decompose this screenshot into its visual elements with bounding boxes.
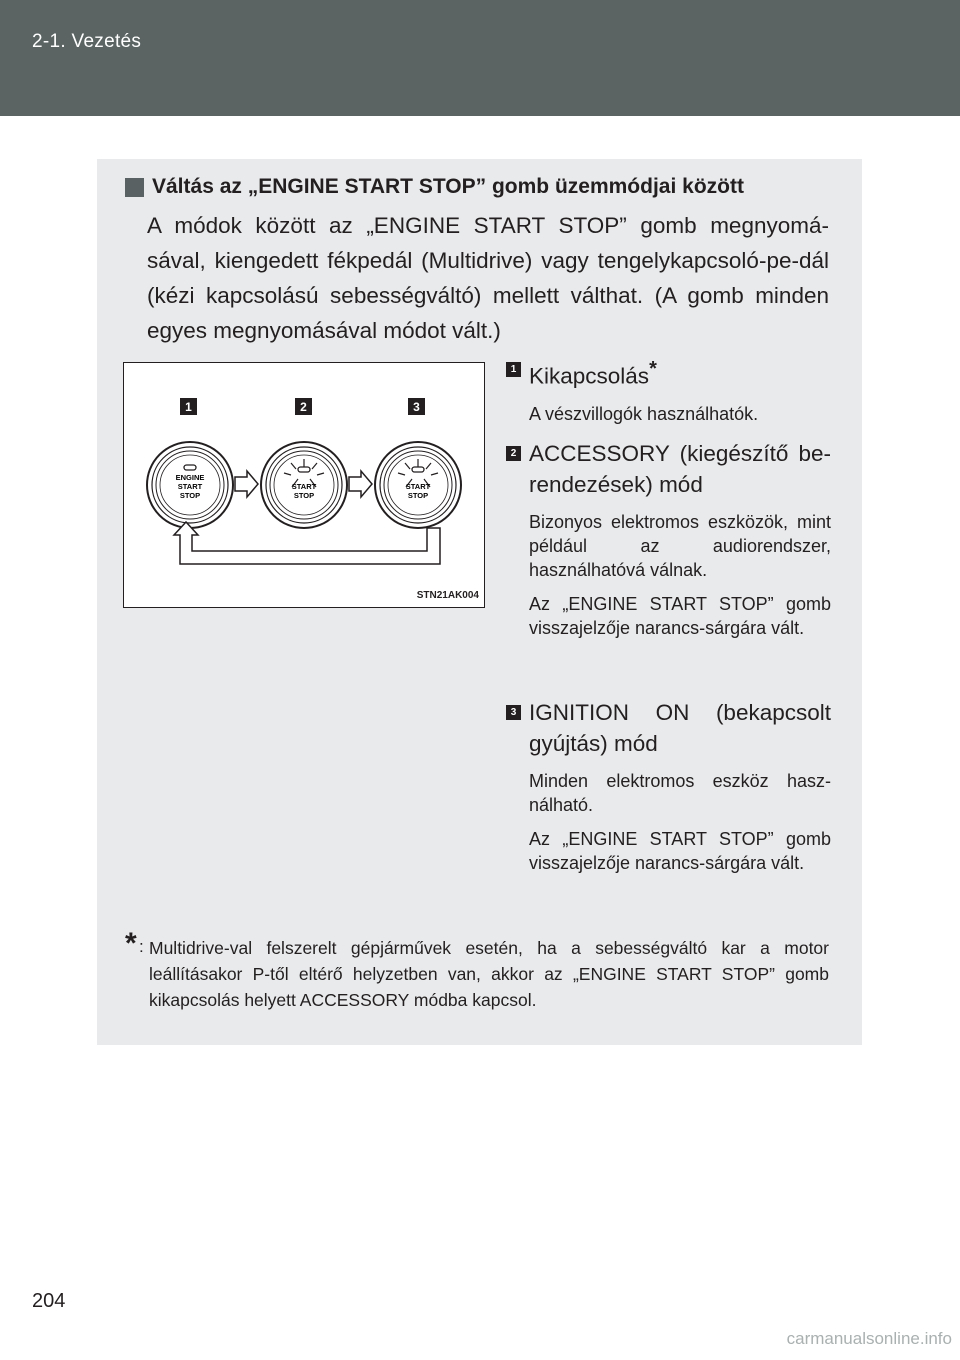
mode-description: Az „ENGINE START STOP” gomb visszajelzője narancs-sárgára vált.: [529, 829, 831, 873]
diagram-badge-label: 2: [300, 400, 307, 414]
mode-description: Minden elektromos eszköz hasz-nálható.: [529, 771, 831, 815]
diagram-badge-1: [180, 398, 197, 415]
button-text-line: ENGINE: [175, 473, 205, 482]
footnote-text: Multidrive-val felszerelt gépjárművek esetén, ha a sebességváltó kar a motor leállításakor P-től eltérő helyzetben van, akkor az „ENGINE START STOP” gomb kikapcsolás helyett ACCESSORY módba kapcsol.: [149, 938, 829, 1010]
button-text-line: START: [291, 482, 317, 491]
arrow-right-icon: [349, 471, 372, 497]
mode-diagram: [123, 362, 485, 608]
mode-number-badge: 1: [506, 362, 521, 377]
mode-number-badge: 3: [506, 705, 521, 720]
section-label: 2-1. Vezetés: [32, 31, 142, 52]
footnote-ref: *: [649, 358, 657, 380]
diagram-badge-label: 3: [413, 400, 420, 414]
diagram-badge-3: [408, 398, 425, 415]
intro-paragraph: A módok között az „ENGINE START STOP” gomb megnyomá-sával, kiengedett fékpedál (Multidrive) vagy tengelykapcsoló-pe-dál (kézi kapcsolású sebességváltó) mellett válthat. (A gomb minden egyes megnyomásával módot vált.): [147, 213, 829, 343]
button-off-icon: [147, 442, 233, 528]
mode-number-badge: 2: [506, 446, 521, 461]
mode-title-text: ACCESSORY (kiegészítő be-rendezések) mód: [529, 441, 831, 497]
mode-title: [491, 438, 831, 500]
mode-title: [491, 697, 831, 759]
panel-heading: [125, 175, 835, 205]
content-panel: [97, 159, 862, 1045]
footnote-mark: *: [125, 927, 137, 960]
button-text-line: STOP: [407, 491, 429, 500]
bullet-square-icon: [125, 178, 144, 197]
button-text-line: START: [177, 482, 203, 491]
mode-title: [491, 354, 831, 392]
footnote: [125, 927, 829, 1013]
button-ignition-on-icon: [375, 442, 461, 528]
page-number: 204: [32, 1290, 66, 1312]
button-text-line: STOP: [293, 491, 315, 500]
mode-title-text: IGNITION ON (bekapcsolt gyújtás) mód: [529, 700, 831, 756]
arrow-right-icon: [235, 471, 258, 497]
header-band: [0, 0, 960, 116]
heading-text: Váltás az „ENGINE START STOP” gomb üzemmódjai között: [152, 175, 744, 198]
mode-item-ignition-on: [491, 697, 831, 875]
mode-description: A vészvillogók használhatók.: [529, 403, 759, 424]
diagram-code: STN21AK004: [416, 590, 479, 601]
mode-description: Bizonyos elektromos eszközök, mint például az audiorendszer, használhatóvá válnak.: [529, 512, 831, 580]
watermark: carmanualsonline.info: [786, 1329, 952, 1348]
footnote-colon: :: [139, 937, 144, 956]
mode-item-accessory: [491, 438, 831, 640]
diagram-badge-label: 1: [185, 400, 192, 414]
button-accessory-icon: [261, 442, 347, 528]
engine-start-stop-diagram-icon: [124, 363, 486, 609]
mode-title-text: Kikapcsolás: [529, 363, 650, 389]
mode-item-off: [491, 354, 831, 426]
button-text-line: START: [405, 482, 431, 491]
mode-description: Az „ENGINE START STOP” gomb visszajelzője narancs-sárgára vált.: [529, 594, 831, 638]
button-text-line: STOP: [179, 491, 201, 500]
diagram-badge-2: [295, 398, 312, 415]
